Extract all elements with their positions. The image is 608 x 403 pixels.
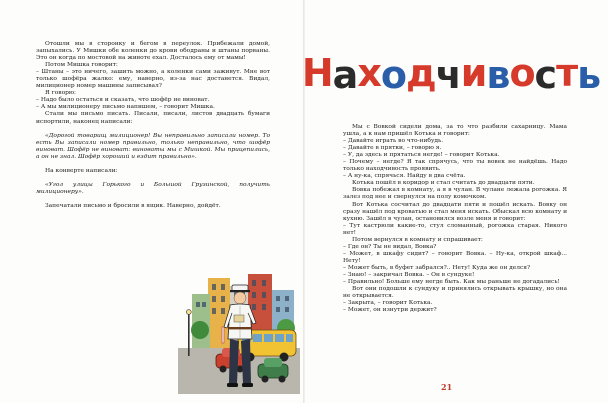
title-letter: а xyxy=(332,53,358,97)
paragraph: – Штаны – это ничего, зашить можно, а коленки сами заживут. Мне вот только шофёра жалко: ему, наверно, из-за нас достанется. Видал, милиционер номер машины записывал? xyxy=(36,69,270,90)
title-letter: ч xyxy=(435,53,461,97)
paragraph: – А ну-ка, спрячься. Найду в два счёта. xyxy=(343,173,466,180)
paragraph: – Тут кастрюли какие-то, стул сломанный, рогожка старая. Никого нет! xyxy=(343,222,567,236)
title-letter: Н xyxy=(301,51,333,95)
envelope-address: «Угол улицы Горького и Большой Грузинской, получить милиционеру». xyxy=(36,181,270,195)
story-title-lettering xyxy=(301,42,601,104)
paragraph: Потом вернулся в комнату и спрашивает: xyxy=(352,236,483,243)
paragraph: Вовка побежал в комнату, а я в чулан. В чулане лежала рогожка. Я залез под нее и свернулся на полу комочком. xyxy=(343,187,567,201)
story-title-text xyxy=(302,51,600,97)
paragraph: – Может, он изнутри держит? xyxy=(343,307,437,314)
title-letter: с xyxy=(534,53,557,97)
title-letter: в xyxy=(486,53,510,97)
paragraph: – Давайте в прятки, – говорю я. xyxy=(343,145,442,152)
paragraph: – Закрыта, – говорит Котька. xyxy=(343,300,433,307)
title-letter: и xyxy=(460,51,487,95)
page-number: 21 xyxy=(441,382,453,392)
paragraph: Мы с Вовкой сидели дома, за то что разбили сахарницу. Мама ушла, а к нам пришёл Котька и говорит: xyxy=(343,124,567,138)
title-letter: о xyxy=(509,51,535,95)
policeman-illustration xyxy=(220,283,260,395)
paragraph: Вот Котька сосчитал до двадцати пяти и пошёл искать. Вовку он сразу нашёл под кроватью и стал меня искать. Обыскал всю комнату и кухню. Зашёл в чулан, остановился возле меня и говорит: xyxy=(343,201,567,222)
paragraph: Запечатали письмо и бросили в ящик. Наверно, дойдёт. xyxy=(45,202,221,209)
paragraph: – Надо было остаться и сказать, что шофёр не виноват. xyxy=(36,97,210,104)
title-letter: д xyxy=(405,51,436,95)
paragraph: – У, да здесь и прятаться негде! – говорит Котька. xyxy=(343,152,500,159)
paragraph: – Давайте играть во что-нибудь. xyxy=(343,138,444,145)
paragraph: – Правильно! Больше ему негде быть. Как мы раньше не догадались! xyxy=(343,279,560,286)
paragraph: Я говорю: xyxy=(45,90,77,97)
letter-text: «Дорогой товарищ милиционер! Вы неправильно записали номер. То есть Вы записали номер правильно, только неправильно, что шофёр виноват. Шофёр не виноват: виноваты мы с Мишкой. Мы прицепились, а он не знал. Шофёр хороший и ездит правильно». xyxy=(36,132,270,160)
title-letter: т xyxy=(556,51,578,95)
policeman-image xyxy=(220,283,260,395)
left-page-text xyxy=(36,41,270,210)
paragraph: Вот они подошли к сундуку и принялись открывать крышку, но она не открывается. xyxy=(343,286,567,300)
paragraph: Котька пошёл в коридор и стал считать до двадцати пяти. xyxy=(352,180,535,187)
paragraph: – Может, в шкафу сидит? – говорит Вовка. – Ну-ка, открой шкаф... Нету! xyxy=(343,250,567,264)
paragraph: – Почему – негде? Я так спрячусь, что ты вовек не найдёшь. Надо только находчивость проявить. xyxy=(343,159,567,173)
paragraph: Потом Мишка говорит: xyxy=(45,62,118,69)
title-letter: х xyxy=(357,51,381,95)
paragraph: Отошли мы в сторонку и бегом в переулок. Прибежали домой, запыхались. У Мишки обе коленки до крови ободраны и штаны порваны. Это он когда по мостовой на животе ехал. Досталось ему от мамы! xyxy=(36,41,270,62)
right-page-text xyxy=(343,124,567,314)
paragraph: На конверте написали: xyxy=(45,167,118,174)
story-title xyxy=(301,42,601,104)
paragraph: – Знаю! – закричал Вовка. – Он в сундуке! xyxy=(343,271,475,278)
title-letter: ь xyxy=(577,53,601,97)
paragraph: – Может быть, в буфет забрался?.. Нету! Куда же он делся? xyxy=(343,264,531,271)
paragraph: – А мы милиционеру письмо напишем, – говорит Мишка. xyxy=(36,104,215,111)
paragraph: Стали мы письмо писать. Писали, писали, листов двадцать бумаги испортили, наконец написали: xyxy=(36,111,270,125)
paragraph: – Где он? Ты не видал, Вовка? xyxy=(343,243,437,250)
title-letter: о xyxy=(380,53,406,97)
